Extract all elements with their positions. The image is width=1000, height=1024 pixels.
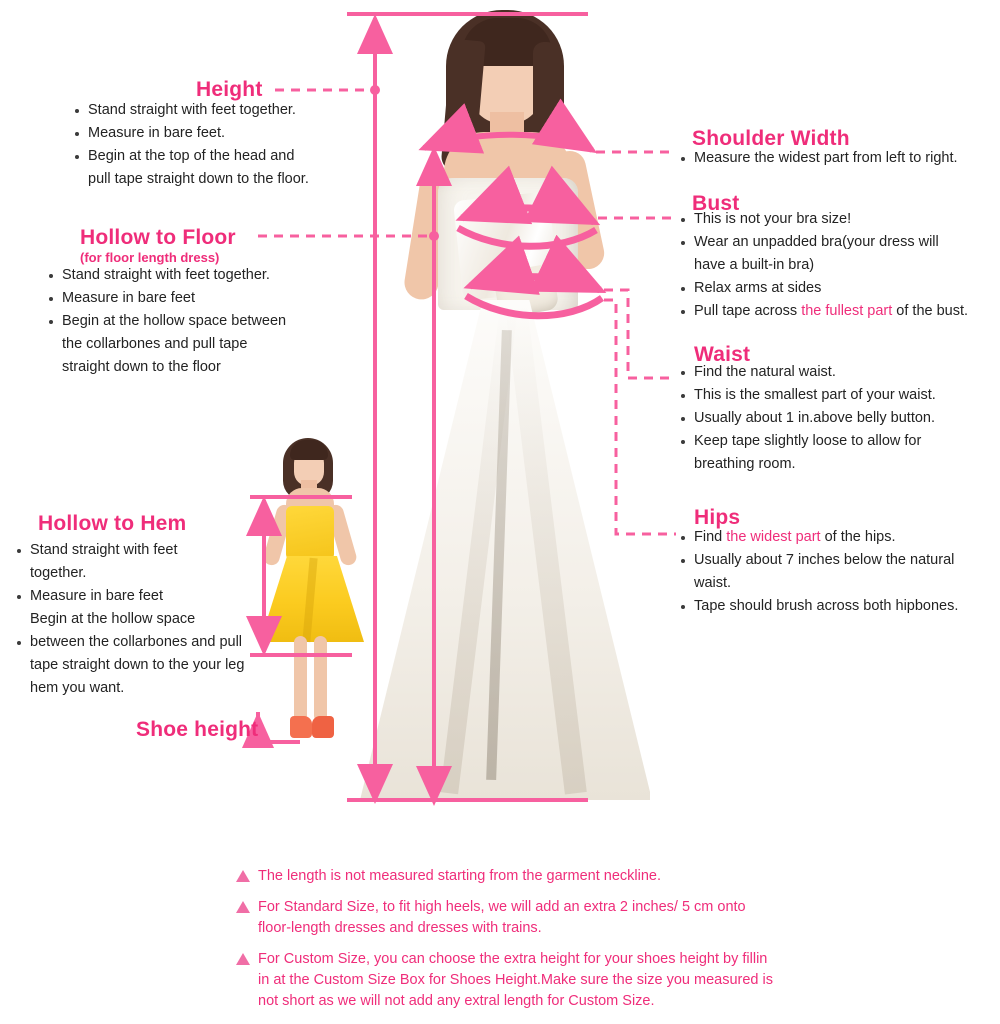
note-item bbox=[236, 949, 976, 1012]
bust-bullet-pre: Pull tape across bbox=[694, 303, 802, 319]
hips-bullet: Usually about 7 inches below the natural bbox=[678, 550, 1000, 571]
shoulder-width-measure-line bbox=[424, 135, 676, 152]
shoulder-width-bullet: Measure the widest part from left to right. bbox=[678, 148, 998, 169]
hollow-to-hem-bullet: Measure in bare feet bbox=[14, 586, 264, 607]
hollow-to-floor-bullet-cont: the collarbones and pull tape bbox=[62, 336, 248, 352]
waist-bullet: Usually about 1 in.above belly button. bbox=[678, 408, 998, 429]
waist-bullet: This is the smallest part of your waist. bbox=[678, 385, 998, 406]
triangle-bullet-icon bbox=[236, 953, 250, 965]
height-bullet: Stand straight with feet together. bbox=[72, 100, 372, 121]
hips-measure-line bbox=[604, 300, 676, 534]
hollow-to-floor-bullet: Stand straight with feet together. bbox=[46, 265, 366, 286]
hollow-to-hem-bullet-cont: Begin at the hollow space bbox=[30, 611, 196, 627]
hollow-to-floor-bullet-cont: straight down to the floor bbox=[62, 359, 221, 375]
height-bullet: Begin at the top of the head and bbox=[72, 146, 372, 167]
bust-measure-line bbox=[458, 208, 676, 246]
waist-bullet-cont: breathing room. bbox=[694, 456, 796, 472]
note-item bbox=[236, 897, 976, 939]
bust-bullets bbox=[678, 209, 1000, 324]
note-text-cont: floor-length dresses and dresses with trains. bbox=[258, 920, 542, 936]
hips-heading: Hips bbox=[694, 506, 741, 529]
shoe-height-heading: Shoe height bbox=[136, 718, 259, 741]
bust-bullet-emphasis: the fullest part bbox=[801, 303, 893, 319]
waist-bullets bbox=[678, 362, 998, 477]
hollow-to-floor-subheading: (for floor length dress) bbox=[80, 250, 220, 265]
bust-bullet: This is not your bra size! bbox=[678, 209, 1000, 230]
hips-bullet-widest-part bbox=[678, 527, 1000, 548]
hips-bullet: Tape should brush across both hipbones. bbox=[678, 596, 1000, 617]
shoe-height-measure-line bbox=[258, 712, 300, 742]
waist-bullet: Find the natural waist. bbox=[678, 362, 998, 383]
hollow-to-hem-measure-line bbox=[250, 497, 352, 655]
note-text-cont: not short as we will not add any extral length for Custom Size. bbox=[258, 993, 655, 1009]
hips-bullet-post: of the hips. bbox=[820, 529, 896, 545]
hollow-to-floor-measure-line bbox=[258, 150, 439, 802]
triangle-bullet-icon bbox=[236, 870, 250, 882]
bust-bullet-post: of the bust. bbox=[892, 303, 969, 319]
note-text: For Standard Size, to fit high heels, we will add an extra 2 inches/ 5 cm onto bbox=[258, 899, 746, 915]
hollow-to-hem-bullet-cont: together. bbox=[30, 565, 87, 581]
hollow-to-hem-bullet-cont: hem you want. bbox=[30, 680, 125, 696]
height-bullet-cont: pull tape straight down to the floor. bbox=[88, 171, 309, 187]
bust-bullet-cont: have a built-in bra) bbox=[694, 257, 815, 273]
hollow-to-floor-bullet: Begin at the hollow space between bbox=[46, 311, 366, 332]
hollow-to-floor-bullets bbox=[46, 265, 366, 380]
note-item bbox=[236, 866, 976, 887]
note-text-cont: in at the Custom Size Box for Shoes Height.Make sure the size you measured is bbox=[258, 972, 773, 988]
height-bullet: Measure in bare feet. bbox=[72, 123, 372, 144]
bust-heading: Bust bbox=[692, 192, 740, 215]
hollow-to-hem-bullets bbox=[14, 540, 264, 701]
hips-bullet-pre: Find bbox=[694, 529, 727, 545]
hollow-to-floor-heading: Hollow to Floor bbox=[80, 226, 236, 249]
hollow-to-hem-bullet-cont: tape straight down to the your leg bbox=[30, 657, 245, 673]
bust-bullet: Wear an unpadded bra(your dress will bbox=[678, 232, 1000, 253]
bust-bullet-fullest-part bbox=[678, 301, 1000, 322]
hips-bullet-emphasis: the widest part bbox=[726, 529, 821, 545]
triangle-bullet-icon bbox=[236, 901, 250, 913]
note-text: The length is not measured starting from the garment neckline. bbox=[258, 868, 661, 884]
note-text: For Custom Size, you can choose the extra height for your shoes height by fillin bbox=[258, 951, 768, 967]
waist-measure-line bbox=[466, 277, 676, 378]
hollow-to-floor-bullet: Measure in bare feet bbox=[46, 288, 366, 309]
waist-bullet: Keep tape slightly loose to allow for bbox=[678, 431, 998, 452]
hollow-to-hem-bullet: Stand straight with feet bbox=[14, 540, 264, 561]
height-bullets bbox=[72, 100, 372, 192]
hollow-to-hem-bullet: between the collarbones and pull bbox=[14, 632, 264, 653]
shoulder-width-bullets bbox=[678, 148, 998, 171]
waist-heading: Waist bbox=[694, 343, 751, 366]
height-heading: Height bbox=[196, 78, 263, 101]
hips-bullets bbox=[678, 527, 1000, 619]
hollow-to-hem-heading: Hollow to Hem bbox=[38, 512, 187, 535]
shoulder-width-heading: Shoulder Width bbox=[692, 127, 850, 150]
notes-block bbox=[236, 866, 976, 1012]
bust-bullet: Relax arms at sides bbox=[678, 278, 1000, 299]
hips-bullet-cont: waist. bbox=[694, 575, 732, 591]
